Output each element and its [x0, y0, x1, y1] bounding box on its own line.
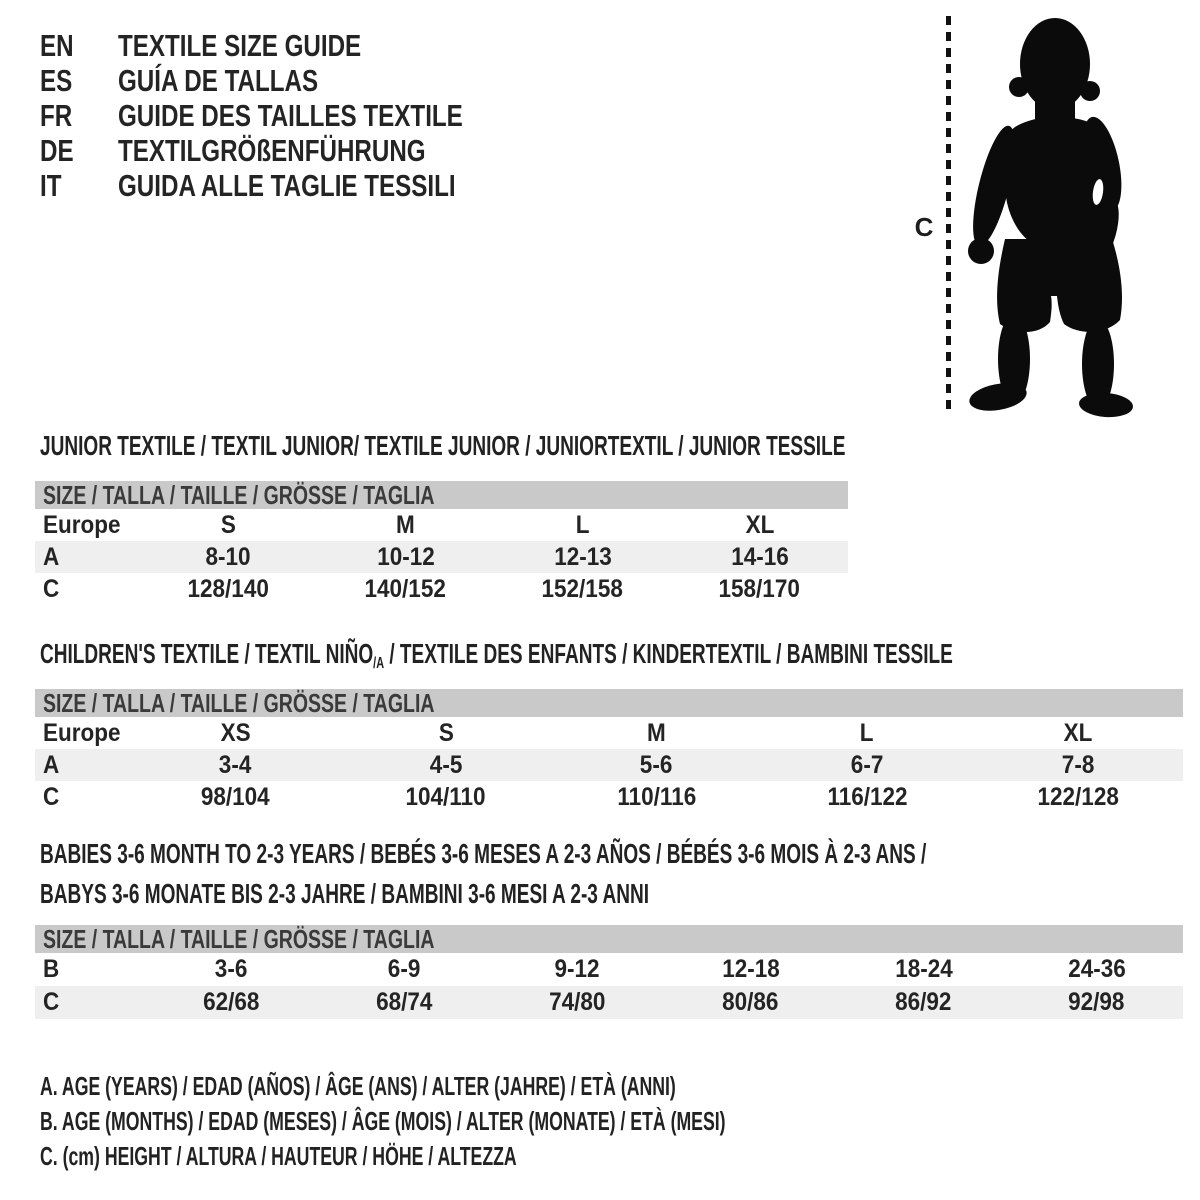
row-label-cell: [35, 988, 145, 1017]
cell-text: M: [396, 510, 415, 539]
value-cell: [671, 575, 848, 604]
language-title: GUÍA DE TALLAS: [118, 63, 319, 98]
cell-text: S: [438, 718, 454, 747]
cell-text: 92/98: [1068, 988, 1125, 1016]
value-cell: [1010, 955, 1183, 984]
row-label-cell: [35, 719, 130, 748]
value-cell: [664, 955, 837, 984]
value-cell: [494, 511, 671, 540]
value-cell: [972, 783, 1183, 812]
cell-text: S: [220, 510, 237, 539]
table-row: [35, 541, 848, 573]
table-row: [35, 717, 1183, 749]
value-cell: [494, 575, 671, 604]
cell-text: 86/92: [895, 988, 952, 1016]
cell-text: XL: [745, 510, 774, 539]
value-cell: [130, 751, 341, 780]
language-code: ES: [40, 63, 73, 98]
cell-text: 3-6: [215, 955, 248, 983]
value-cell: [671, 511, 848, 540]
cell-text: A: [43, 542, 60, 571]
cell-text: Europe: [43, 718, 121, 747]
value-cell: [762, 783, 973, 812]
cell-text: 5-6: [640, 750, 673, 779]
size-header-text: SIZE / TALLA / TAILLE / GRÖSSE / TAGLIA: [43, 925, 435, 953]
row-label-cell: [35, 751, 130, 780]
row-label-cell: [35, 575, 140, 604]
cell-text: 158/170: [718, 574, 801, 603]
junior-size-table: [35, 481, 848, 605]
cell-text: A: [43, 750, 60, 779]
cell-text: 7-8: [1061, 750, 1094, 779]
children-title-prefix: CHILDREN'S TEXTILE / TEXTIL NIÑO: [40, 638, 374, 669]
language-title: GUIDE DES TAILLES TEXTILE: [118, 98, 463, 133]
language-title: TEXTILE SIZE GUIDE: [118, 28, 362, 63]
children-size-table: [35, 689, 1183, 813]
value-cell: [145, 988, 318, 1017]
value-cell: [491, 988, 664, 1017]
value-cell: [318, 988, 491, 1017]
language-code: DE: [40, 133, 74, 168]
cell-text: 68/74: [376, 988, 433, 1016]
table-row: [35, 986, 1183, 1019]
table-row: [35, 953, 1183, 986]
value-cell: [837, 988, 1010, 1017]
cell-text: 152/158: [541, 574, 624, 603]
cell-text: L: [860, 718, 874, 747]
cell-text: C: [43, 988, 60, 1016]
junior-section-title: JUNIOR TEXTILE / TEXTIL JUNIOR/ TEXTILE JUNIOR / JUNIORTEXTIL / JUNIOR TESSILE: [40, 430, 846, 461]
value-cell: [491, 955, 664, 984]
size-header-band: [35, 481, 848, 509]
cell-text: B: [43, 955, 60, 983]
value-cell: [317, 511, 494, 540]
table-row: [35, 781, 1183, 813]
cell-text: 18-24: [894, 955, 953, 983]
row-label-cell: [35, 783, 130, 812]
legend-line-a: A. AGE (YEARS) / EDAD (AÑOS) / ÂGE (ANS) / ALTER (JAHRE) / ETÀ (ANNI): [40, 1071, 676, 1101]
size-header-text: SIZE / TALLA / TAILLE / GRÖSSE / TAGLIA: [43, 481, 435, 509]
language-code: FR: [40, 98, 73, 133]
cell-text: M: [647, 718, 666, 747]
size-header-band: [35, 925, 1183, 953]
language-title-block: [40, 28, 560, 203]
row-label-cell: [35, 511, 140, 540]
cell-text: 9-12: [554, 955, 601, 983]
cell-text: 12-18: [721, 955, 780, 983]
value-cell: [130, 783, 341, 812]
value-cell: [762, 719, 973, 748]
cell-text: Europe: [43, 510, 121, 539]
cell-text: 3-4: [219, 750, 252, 779]
legend-line-b: B. AGE (MONTHS) / EDAD (MESES) / ÂGE (MOIS) / ALTER (MONATE) / ETÀ (MESI): [40, 1106, 726, 1136]
height-measure-dashed-line: [946, 16, 951, 416]
value-cell: [140, 575, 317, 604]
table-row: [35, 509, 848, 541]
value-cell: [551, 719, 762, 748]
language-code: IT: [40, 168, 62, 203]
value-cell: [140, 543, 317, 572]
cell-text: 4-5: [429, 750, 463, 779]
value-cell: [762, 751, 973, 780]
cell-text: 74/80: [549, 988, 606, 1016]
value-cell: [664, 988, 837, 1017]
value-cell: [341, 751, 552, 780]
value-cell: [972, 751, 1183, 780]
cell-text: C: [43, 574, 60, 603]
cell-text: 12-13: [553, 542, 612, 571]
language-row: [40, 168, 560, 203]
cell-text: 6-7: [850, 750, 884, 779]
language-row: [40, 28, 560, 63]
row-label-cell: [35, 543, 140, 572]
value-cell: [341, 719, 552, 748]
value-cell: [130, 719, 341, 748]
babies-section-title-line2: BABYS 3-6 MONATE BIS 2-3 JAHRE / BAMBINI 3-6 MESI A 2-3 ANNI: [40, 878, 650, 909]
language-code: EN: [40, 28, 74, 63]
size-header-band: [35, 689, 1183, 717]
cell-text: 6-9: [388, 955, 421, 983]
cell-text: XS: [220, 718, 251, 747]
value-cell: [318, 955, 491, 984]
value-cell: [837, 955, 1010, 984]
value-cell: [551, 783, 762, 812]
row-label-cell: [35, 955, 145, 984]
value-cell: [494, 543, 671, 572]
value-cell: [551, 751, 762, 780]
cell-text: 8-10: [205, 542, 252, 571]
cell-text: 62/68: [203, 988, 260, 1016]
height-measure-label: C: [914, 212, 934, 242]
cell-text: C: [43, 782, 60, 811]
value-cell: [341, 783, 552, 812]
legend-line-c: C. (cm) HEIGHT / ALTURA / HAUTEUR / HÖHE / ALTEZZA: [40, 1141, 517, 1171]
cell-text: 10-12: [376, 542, 435, 571]
babies-size-table: [35, 925, 1183, 1019]
cell-text: L: [575, 510, 590, 539]
value-cell: [140, 511, 317, 540]
language-row: [40, 63, 560, 98]
cell-text: XL: [1063, 718, 1093, 747]
value-cell: [671, 543, 848, 572]
cell-text: 122/128: [1037, 782, 1119, 811]
cell-text: 128/140: [187, 574, 270, 603]
table-row: [35, 573, 848, 605]
cell-text: 24-36: [1067, 955, 1126, 983]
table-row: [35, 749, 1183, 781]
babies-section-title-line1: BABIES 3-6 MONTH TO 2-3 YEARS / BEBÉS 3-6 MESES A 2-3 AÑOS / BÉBÉS 3-6 MOIS À 2-3 ANS /: [40, 838, 927, 869]
language-title: TEXTILGRÖßENFÜHRUNG: [118, 133, 426, 168]
language-row: [40, 133, 560, 168]
cell-text: 80/86: [722, 988, 779, 1016]
value-cell: [145, 955, 318, 984]
children-title-suffix: / TEXTILE DES ENFANTS / KINDERTEXTIL / BAMBINI TESSILE: [384, 638, 953, 669]
value-cell: [972, 719, 1183, 748]
cell-text: 14-16: [730, 542, 789, 571]
cell-text: 98/104: [200, 782, 270, 811]
value-cell: [317, 575, 494, 604]
language-title: GUIDA ALLE TAGLIE TESSILI: [118, 168, 456, 203]
cell-text: 110/116: [617, 782, 696, 811]
value-cell: [1010, 988, 1183, 1017]
cell-text: 104/110: [405, 782, 486, 811]
size-header-text: SIZE / TALLA / TAILLE / GRÖSSE / TAGLIA: [43, 689, 435, 717]
baby-silhouette: [962, 14, 1136, 420]
children-section-title: [40, 640, 953, 678]
children-title-subscript: /A: [373, 655, 385, 672]
language-row: [40, 98, 560, 133]
value-cell: [317, 543, 494, 572]
cell-text: 116/122: [827, 782, 908, 811]
cell-text: 140/152: [364, 574, 447, 603]
